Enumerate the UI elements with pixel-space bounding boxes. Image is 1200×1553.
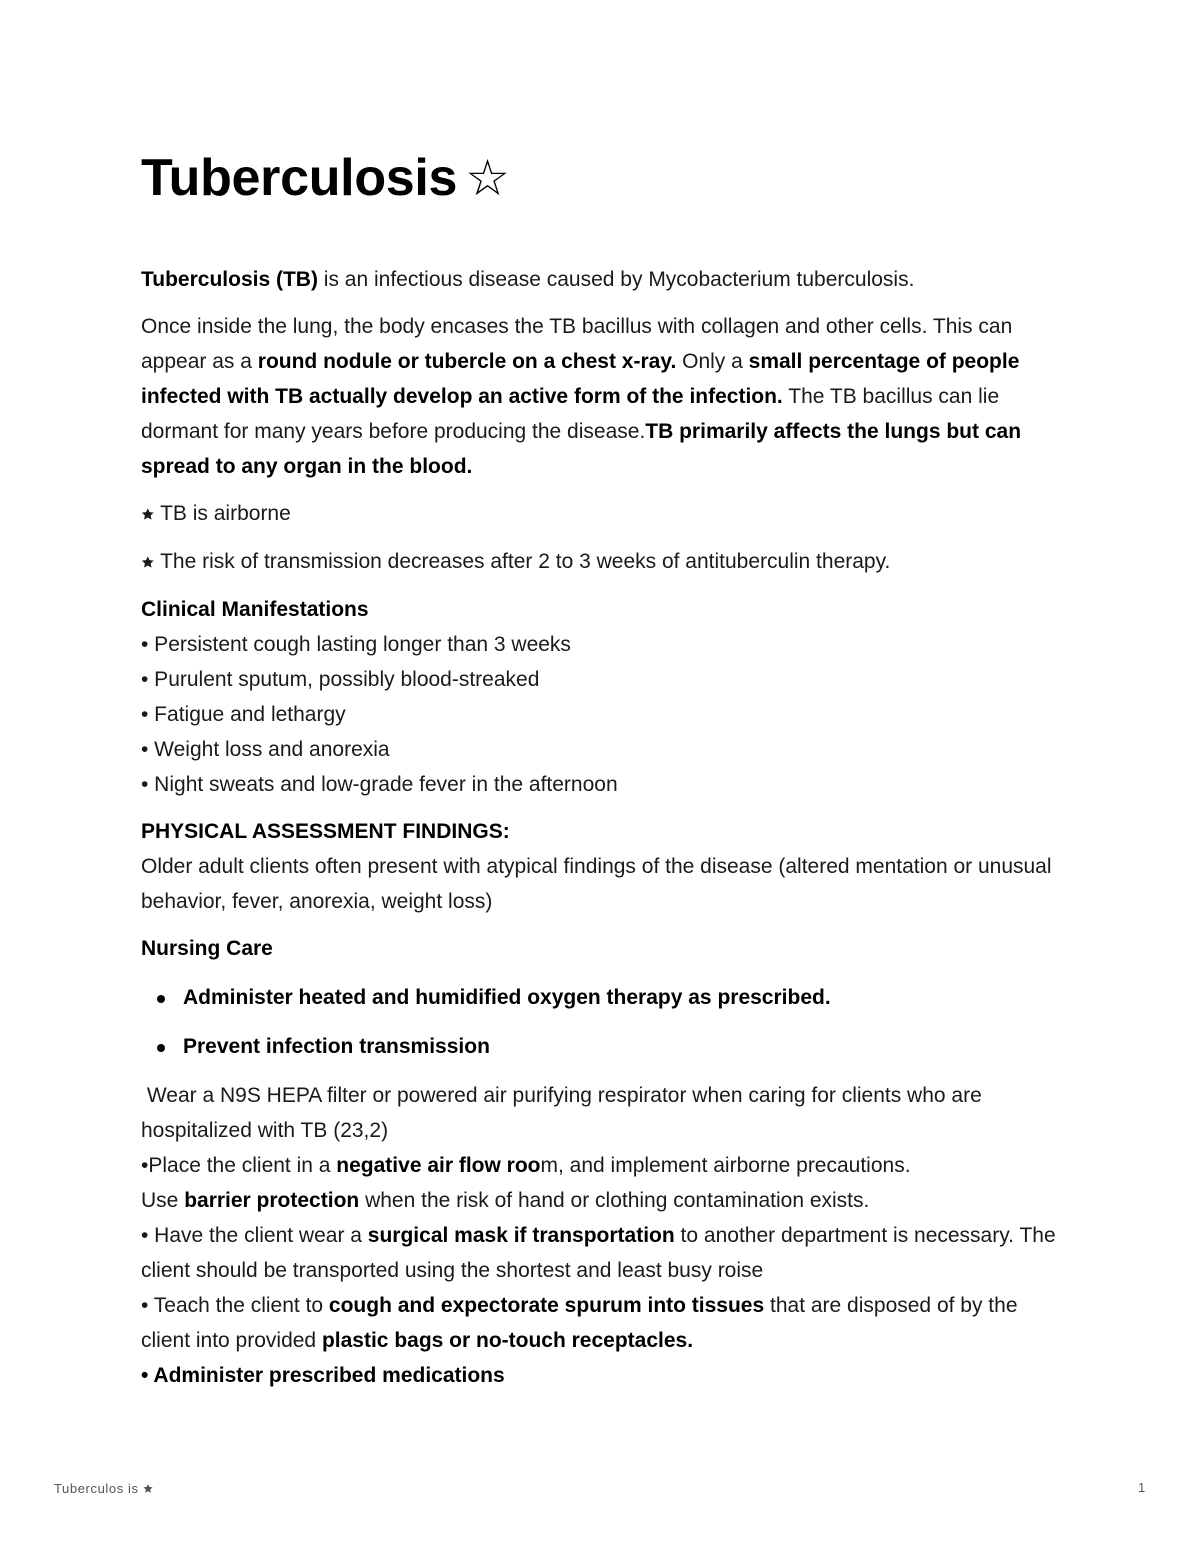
list-item: • Fatigue and lethargy <box>141 703 346 726</box>
nursing-heading: Nursing Care <box>141 937 273 960</box>
para-bold: TB primarily affects the lungs but can spread to any organ in the blood. <box>141 420 1022 478</box>
para-text: Once inside the lung, the body encases the TB bacillus with collagen and other cells. This can appear as a <box>141 315 1013 373</box>
bullet-dot-icon <box>157 1044 165 1052</box>
nursing-bullet-item <box>141 980 1061 1015</box>
line-bold: cough and expectorate spurum into tissues <box>328 1294 765 1317</box>
bullet-dot-icon <box>157 995 165 1003</box>
nursing-bullet-item <box>141 1029 1061 1064</box>
cough-line <box>141 1288 1061 1358</box>
title-text: Tuberculosis <box>141 149 458 207</box>
para-text: Only a <box>676 350 749 373</box>
physical-text: Older adult clients often present with atypical findings of the disease (altered mentation or unusual behavior, fever, anorexia, weight loss) <box>141 855 1052 913</box>
intro-term: Tuberculosis (TB) <box>141 268 318 291</box>
nursing-bullet-text: Administer heated and humidified oxygen therapy as prescribed. <box>183 986 831 1009</box>
document-page <box>141 140 1061 1393</box>
line-bold: negative air flow roo <box>336 1154 541 1177</box>
line-text: Use <box>141 1189 185 1212</box>
para-text: The TB bacillus can lie dormant for many years before producing the disease. <box>141 385 1000 443</box>
line-bold: plastic bags or no-touch receptacles. <box>321 1329 694 1352</box>
list-item: • Persistent cough lasting longer than 3 weeks <box>141 633 571 656</box>
line-bold: barrier protection <box>184 1189 360 1212</box>
line-text: that are disposed of by the client into provided <box>141 1294 1018 1352</box>
para-bold: round nodule or tubercle on a chest x-ray. <box>257 350 677 373</box>
barrier-protection-line <box>141 1183 1061 1218</box>
respirator-text: Wear a N9S HEPA filter or powered air purifying respirator when caring for clients who are hospitalized with TB (23,2) <box>141 1084 988 1142</box>
star-outline-icon: ☆ <box>465 150 510 206</box>
clinical-heading: Clinical Manifestations <box>141 598 369 621</box>
list-item: • Night sweats and low-grade fever in the afternoon <box>141 773 618 796</box>
note-transmission <box>141 544 1061 580</box>
surgical-mask-line <box>141 1218 1061 1288</box>
line-text: to another department is necessary. The client should be transported using the shortest and least busy roise <box>141 1224 1056 1282</box>
list-item: • Purulent sputum, possibly blood-streaked <box>141 668 540 691</box>
line-text: • Have the client wear a <box>141 1224 368 1247</box>
nursing-bullet-text: Prevent infection transmission <box>183 1035 490 1058</box>
line-text: m, and implement airborne precautions. <box>540 1154 911 1177</box>
note-text: TB is airborne <box>160 502 291 525</box>
star-icon: 🟊 <box>141 505 155 524</box>
description-paragraph <box>141 309 1061 484</box>
footer-title-text: Tuberculos is <box>54 1481 139 1496</box>
page-number: 1 <box>1138 1480 1146 1495</box>
line-text: • Teach the client to <box>141 1294 329 1317</box>
line-bold: surgical mask if transportation <box>367 1224 675 1247</box>
star-icon: 🟊 <box>141 553 155 572</box>
note-airborne <box>141 496 1061 532</box>
note-text: The risk of transmission decreases after 2 to 3 weeks of antituberculin therapy. <box>160 550 891 573</box>
intro-paragraph <box>141 262 1061 297</box>
star-icon: 🟊 <box>142 1481 154 1496</box>
negative-airflow-line <box>141 1148 1061 1183</box>
para-bold: small percentage of people infected with TB actually develop an active form of the infection. <box>141 350 1020 408</box>
medications-line: • Administer prescribed medications <box>141 1364 505 1387</box>
physical-heading: PHYSICAL ASSESSMENT FINDINGS: <box>141 820 510 843</box>
line-text: when the risk of hand or clothing contamination exists. <box>359 1189 870 1212</box>
list-item: • Weight loss and anorexia <box>141 738 390 761</box>
footer-doc-title <box>54 1480 154 1499</box>
line-text: •Place the client in a <box>141 1154 337 1177</box>
intro-text: is an infectious disease caused by Mycobacterium tuberculosis. <box>317 268 915 291</box>
page-title <box>141 140 1061 216</box>
